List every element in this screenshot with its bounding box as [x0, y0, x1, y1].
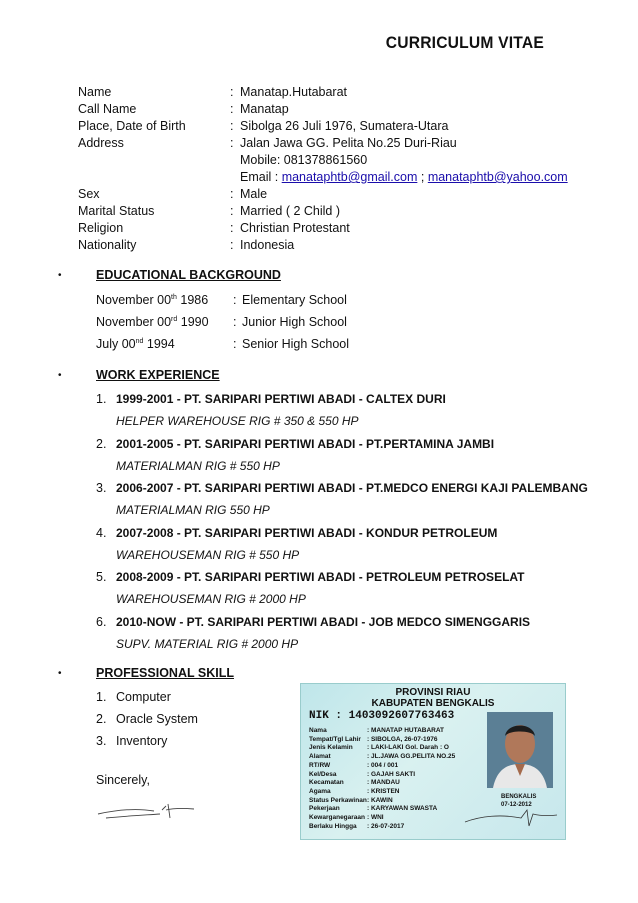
education-row: [96, 337, 350, 351]
education-school: Junior High School: [242, 315, 347, 329]
education-date-suffix: rd: [171, 315, 178, 323]
id-card-field-value: : KRISTEN: [367, 787, 400, 795]
info-label: Name: [78, 85, 112, 99]
info-colon: :: [230, 85, 234, 99]
email-label: Email :: [240, 170, 279, 184]
work-item-company: 2006-2007 - PT. SARIPARI PERTIWI ABADI - PT.MEDCO ENERGI KAJI PALEMBANG: [116, 481, 588, 496]
id-card-field-value: : WNI: [367, 814, 384, 821]
work-item-company: 2001-2005 - PT. SARIPARI PERTIWI ABADI - PT.PERTAMINA JAMBI: [116, 436, 495, 451]
work-item-position: MATERIALMAN RIG # 550 HP: [116, 458, 280, 473]
work-item-number: 6.: [96, 615, 107, 629]
info-colon: :: [230, 204, 234, 218]
id-card-field-label: Kewarganegaraan: [309, 814, 365, 821]
work-item-number: 5.: [96, 570, 107, 585]
work-item-number: 3.: [96, 481, 107, 496]
education-date-text: November 00: [96, 293, 172, 307]
id-card-field-label: Kecamatan: [309, 779, 344, 787]
education-date-suffix: th: [171, 293, 177, 301]
info-value: Christian Protestant: [240, 221, 350, 235]
work-item-company: 2008-2009 - PT. SARIPARI PERTIWI ABADI - PETROLEUM PETROSELAT: [116, 570, 525, 585]
work-heading: WORK EXPERIENCE: [96, 368, 220, 382]
id-card-field-value: : MANATAP HUTABARAT: [367, 727, 445, 734]
education-date: [96, 315, 209, 329]
id-card-image: [300, 683, 566, 840]
id-card-nik: NIK : 1403092607763463: [309, 710, 455, 722]
email-gmail-link[interactable]: manataphtb@gmail.com: [281, 170, 418, 184]
education-date-text: July 00: [96, 337, 136, 351]
email-separator: ;: [420, 170, 425, 184]
skill-number: 1.: [96, 690, 107, 704]
skill-item: Oracle System: [116, 712, 198, 726]
id-card-province: PROVINSI RIAU: [395, 687, 471, 698]
education-heading: EDUCATIONAL BACKGROUND: [96, 268, 281, 282]
info-value: Manatap.Hutabarat: [240, 85, 348, 99]
info-colon: :: [230, 221, 234, 235]
info-label: Place, Date of Birth: [78, 119, 186, 133]
skill-item: Inventory: [116, 734, 168, 748]
bullet-icon: •: [58, 668, 62, 679]
id-card-issued-date: 07-12-2012: [501, 802, 532, 808]
id-card-issued-place: BENGKALIS: [501, 794, 537, 800]
info-value: Married ( 2 Child ): [240, 204, 341, 218]
id-card-field-value: : GAJAH SAKTI: [367, 770, 416, 778]
bullet-icon: •: [58, 270, 62, 281]
info-colon: :: [230, 238, 234, 252]
info-value: Sibolga 26 Juli 1976, Sumatera-Utara: [240, 119, 449, 133]
info-colon: :: [230, 102, 234, 116]
id-card-field-value: : 26-07-2017: [367, 822, 405, 830]
education-row: [96, 293, 347, 307]
education-year: 1990: [177, 315, 209, 329]
education-date-text: November 00: [96, 315, 172, 329]
email-yahoo-link[interactable]: manataphtb@yahoo.com: [427, 170, 568, 184]
education-date: [96, 293, 208, 307]
info-colon: :: [230, 119, 234, 133]
id-card-field-label: Berlaku Hingga: [309, 822, 357, 830]
mobile-number: Mobile: 081378861560: [240, 153, 368, 167]
work-item-position: HELPER WAREHOUSE RIG # 350 & 550 HP: [116, 414, 359, 428]
work-item-company: 2007-2008 - PT. SARIPARI PERTIWI ABADI - KONDUR PETROLEUM: [116, 525, 498, 540]
document-title: CURRICULUM VITAE: [385, 33, 544, 52]
skill-heading: PROFESSIONAL SKILL: [96, 666, 234, 680]
id-card-field-value: : MANDAU: [367, 779, 400, 787]
education-row: [96, 315, 347, 329]
bullet-icon: •: [58, 370, 62, 381]
education-school: Senior High School: [242, 337, 350, 351]
id-card-field-value: : SIBOLGA, 26-07-1976: [367, 735, 438, 743]
signature-image: [96, 798, 206, 824]
skill-item: Computer: [116, 690, 171, 704]
id-card-field-label: Alamat: [309, 753, 331, 761]
id-card-field-label: RT/RW: [309, 761, 331, 769]
id-card-field-label: Nama: [309, 727, 327, 734]
info-label: Call Name: [78, 102, 137, 116]
id-card-field-label: Pekerjaan: [309, 805, 340, 813]
work-item-position: WAREHOUSEMAN RIG # 550 HP: [116, 547, 300, 562]
info-value: Jalan Jawa GG. Pelita No.25 Duri-Riau: [240, 136, 457, 150]
info-label: Marital Status: [78, 204, 155, 218]
work-item-number: 2.: [96, 436, 107, 451]
info-label: Nationality: [78, 238, 137, 252]
id-card-field-label: Tempat/Tgl Lahir: [309, 735, 361, 743]
id-card-field-label: Jenis Kelamin: [309, 744, 353, 752]
id-card-field-value: : KAWIN: [367, 796, 393, 804]
education-year: 1994: [143, 337, 175, 351]
info-value: Manatap: [240, 102, 289, 116]
id-card-photo: [487, 712, 553, 788]
work-item-company: 2010-NOW - PT. SARIPARI PERTIWI ABADI - JOB MEDCO SIMENGGARIS: [116, 615, 531, 629]
work-item-company: 1999-2001 - PT. SARIPARI PERTIWI ABADI - CALTEX DURI: [116, 392, 446, 406]
skill-number: 3.: [96, 734, 107, 748]
id-card-field-label: Agama: [309, 787, 331, 795]
id-card-field-label: Kel/Desa: [309, 770, 337, 778]
education-colon: :: [233, 315, 237, 329]
info-value: Indonesia: [240, 238, 295, 252]
info-label: Sex: [78, 187, 100, 201]
info-colon: :: [230, 136, 234, 150]
id-card-field-label: Status Perkawinan: [309, 796, 367, 804]
info-colon: :: [230, 187, 234, 201]
closing-text: Sincerely,: [96, 773, 150, 787]
work-item-position: WAREHOUSEMAN RIG # 2000 HP: [116, 592, 306, 607]
id-card-regency: KABUPATEN BENGKALIS: [371, 698, 495, 709]
education-date-suffix: nd: [135, 337, 144, 345]
info-value: Male: [240, 187, 268, 201]
work-item-number: 4.: [96, 525, 107, 540]
info-label: Religion: [78, 221, 124, 235]
id-card-signature: [461, 802, 561, 832]
id-card-field-value: : KARYAWAN SWASTA: [367, 805, 438, 813]
work-item-position: MATERIALMAN RIG 550 HP: [116, 503, 270, 518]
id-card-field-value: : 004 / 001: [367, 761, 399, 769]
education-year: 1986: [176, 293, 209, 307]
work-item-position: SUPV. MATERIAL RIG # 2000 HP: [116, 637, 299, 651]
education-colon: :: [233, 337, 237, 351]
id-card-field-value: : LAKI-LAKI Gol. Darah : O: [367, 744, 449, 752]
education-school: Elementary School: [242, 293, 347, 307]
id-card-field-value: : JL.JAWA GG.PELITA NO.25: [367, 753, 456, 761]
education-colon: :: [233, 293, 237, 307]
work-item-number: 1.: [96, 392, 107, 406]
info-label: Address: [78, 136, 124, 150]
education-date: [96, 337, 175, 351]
skill-number: 2.: [96, 712, 107, 726]
